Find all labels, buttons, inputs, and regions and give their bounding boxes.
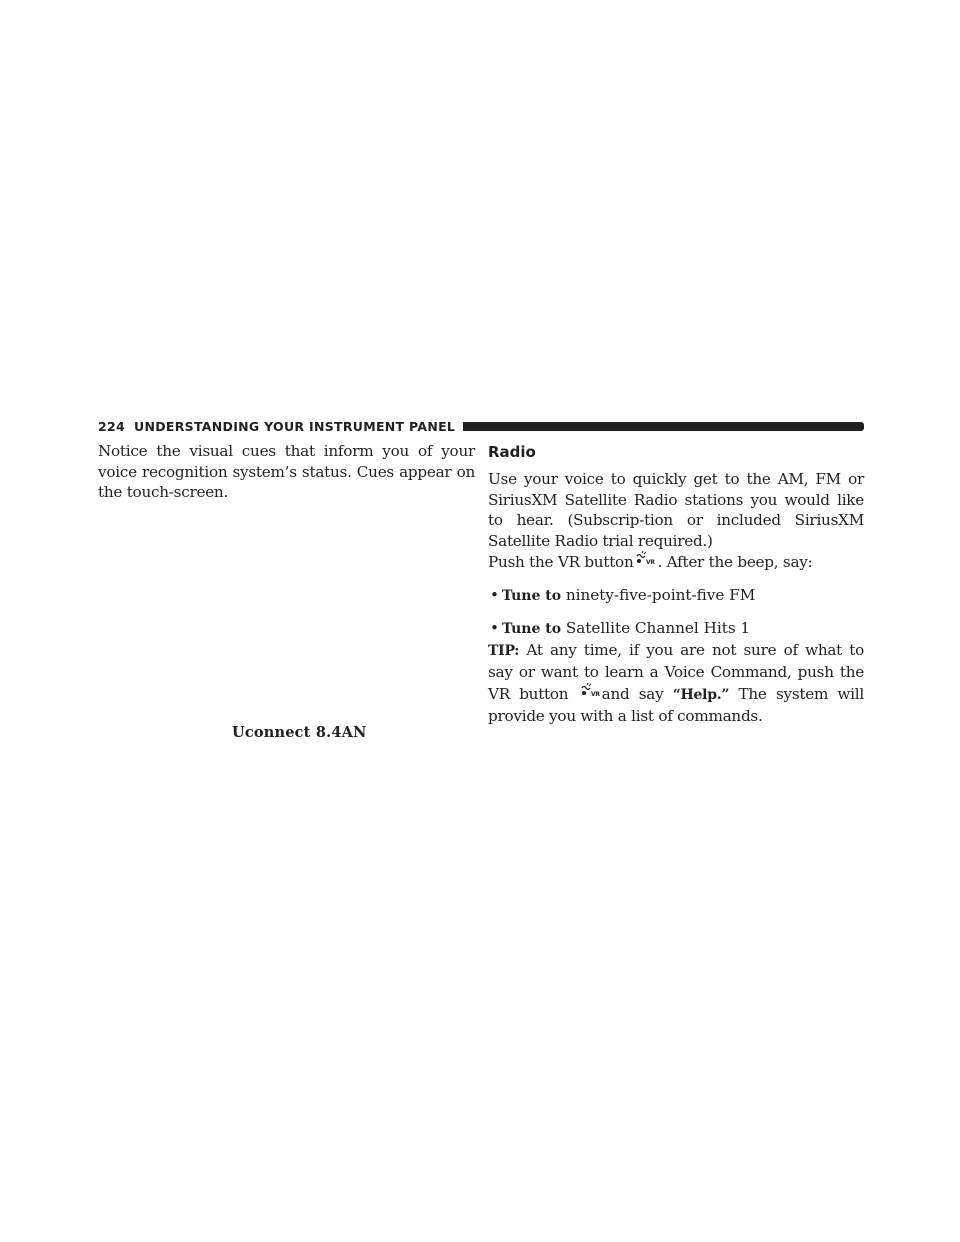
tip-paragraph	[488, 640, 864, 727]
tip-label: TIP:	[488, 642, 520, 659]
voice-recognition-icon	[635, 551, 657, 565]
radio-intro: Use your voice to quickly get to the AM, FM or SiriusXM Satellite Radio stations you would like to hear. (Subscrip-tion or included SiriusXM Satellite Radio trial required.)	[488, 470, 864, 550]
command-text: ninety-five-point-five FM	[561, 585, 756, 604]
tip-quote: “Help.”	[672, 686, 730, 703]
bullet-dot: •	[490, 619, 499, 637]
svg-text:VR: VR	[590, 690, 600, 697]
tip-text-before: At any time, if you are not sure of what to say or want to learn a Voice Command, push the VR button	[488, 640, 864, 703]
command-text: Satellite Channel Hits 1	[561, 619, 751, 637]
voice-recognition-icon	[580, 683, 602, 697]
push-prefix: Push the VR button	[488, 553, 634, 571]
section-title: UNDERSTANDING YOUR INSTRUMENT PANEL	[134, 418, 456, 434]
bullet-dot: •	[490, 585, 499, 604]
tip-text-after: The system will provide you with a list of commands.	[488, 684, 864, 725]
radio-heading: Radio	[488, 443, 536, 461]
push-vr-paragraph	[488, 551, 864, 573]
push-suffix: . After the beep, say:	[657, 553, 813, 571]
right-column	[488, 441, 864, 727]
page-number: 224	[98, 418, 125, 434]
list-item	[488, 618, 864, 640]
command-keyword: Tune to	[501, 587, 562, 604]
command-keyword: Tune to	[501, 621, 562, 637]
tip-text-mid: and say	[601, 684, 673, 703]
svg-text:VR: VR	[646, 559, 656, 565]
list-item	[488, 585, 864, 607]
visual-cues-paragraph: Notice the visual cues that inform you of your voice recognition system’s status. Cues appear on the touch-screen.	[98, 442, 475, 501]
page-header	[98, 416, 864, 436]
header-rule	[463, 422, 864, 431]
left-column	[98, 441, 475, 503]
image-caption: Uconnect 8.4AN	[232, 724, 367, 741]
